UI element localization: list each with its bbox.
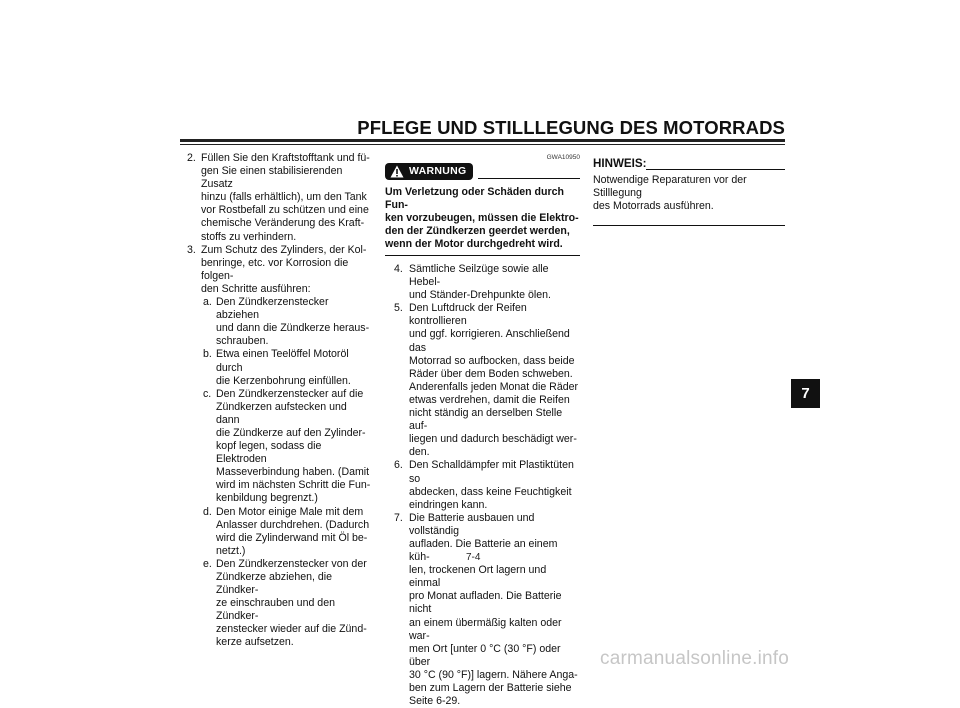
substep-a bbox=[183, 296, 373, 348]
warning-label: WARNUNG bbox=[409, 165, 467, 177]
step-2 bbox=[183, 152, 373, 244]
text-line: Sämtliche Seilzüge sowie alle Hebel- bbox=[409, 263, 549, 289]
header-rule bbox=[180, 139, 785, 142]
text-line: men Ort [unter 0 °C (30 °F) oder über bbox=[409, 642, 561, 668]
page-number: 7-4 bbox=[466, 552, 481, 563]
note-text bbox=[593, 174, 785, 213]
text-line: Zum Schutz des Zylinders, der Kol- bbox=[201, 243, 367, 256]
text-line: schrauben. bbox=[216, 335, 269, 348]
text-line: eindringen kann. bbox=[409, 498, 488, 511]
substep-letter: b. bbox=[203, 348, 212, 361]
substep-letter: d. bbox=[203, 505, 212, 518]
text-line: stoffs zu verhindern. bbox=[201, 230, 297, 243]
text-line: den. bbox=[409, 446, 430, 459]
text-line: des Motorrads ausführen. bbox=[593, 200, 714, 213]
text-line: die Zündkerze auf den Zylinder- bbox=[216, 426, 366, 439]
note-rule bbox=[593, 225, 785, 226]
text-line: etwas verdrehen, damit die Reifen bbox=[409, 393, 570, 406]
substep-letter: c. bbox=[203, 387, 212, 400]
text-line: kopf legen, sodass die Elektroden bbox=[216, 440, 322, 466]
column-left bbox=[183, 152, 373, 650]
text-line: ben zum Lagern der Batterie siehe bbox=[409, 682, 572, 694]
step-number: 3. bbox=[187, 243, 196, 256]
text-line: liegen und dadurch beschädigt wer- bbox=[409, 433, 577, 446]
text-line: abdecken, dass keine Feuchtigkeit bbox=[409, 485, 572, 498]
text-line: Den Zündkerzenstecker auf die bbox=[216, 387, 364, 400]
step-6 bbox=[385, 459, 580, 511]
text-line: Notwendige Reparaturen vor der Stilllegung bbox=[593, 174, 747, 200]
text-line: an einem übermäßig kalten oder war- bbox=[409, 616, 562, 642]
text-line: und dann die Zündkerze heraus- bbox=[216, 322, 370, 335]
watermark: carmanualsonline.info bbox=[600, 648, 790, 669]
warning-triangle-icon bbox=[390, 165, 404, 184]
text-line: kenbildung begrenzt.) bbox=[216, 492, 318, 505]
substep-d bbox=[183, 506, 373, 558]
text-line: zenstecker wieder auf die Zünd- bbox=[216, 623, 367, 636]
text-line: wird die Zylinderwand mit Öl be- bbox=[216, 531, 368, 544]
note-label: HINWEIS: bbox=[593, 157, 647, 170]
text-line: vor Rostbefall zu schützen und eine bbox=[201, 204, 369, 217]
warning-rule bbox=[385, 255, 580, 256]
warning-badge bbox=[385, 163, 473, 180]
step-4 bbox=[385, 263, 580, 302]
substep-e bbox=[183, 558, 373, 650]
text-line: netzt.) bbox=[216, 544, 246, 557]
text-line: 30 °C (90 °F)] lagern. Nähere Anga- bbox=[409, 668, 578, 681]
text-line: aufladen. Die Batterie an einem küh- bbox=[409, 537, 558, 564]
text-line: Füllen Sie den Kraftstofftank und fü- bbox=[201, 152, 370, 164]
step-5 bbox=[385, 302, 580, 459]
text-line: die Kerzenbohrung einfüllen. bbox=[216, 374, 351, 387]
text-line: chemische Veränderung des Kraft- bbox=[201, 217, 365, 230]
text-line: Motorrad so aufbocken, dass beide bbox=[409, 354, 575, 367]
text-line: Anlasser durchdrehen. (Dadurch bbox=[216, 518, 370, 531]
text-line: und ggf. korrigieren. Anschließend das bbox=[409, 328, 570, 354]
step-number: 2. bbox=[187, 152, 196, 164]
text-line: den Schritte ausführen: bbox=[201, 282, 311, 295]
text-line: Räder über dem Boden schweben. bbox=[409, 367, 573, 380]
warning-code: GWA10950 bbox=[546, 154, 580, 161]
text-line: Die Batterie ausbauen und vollständig bbox=[409, 511, 535, 537]
note-header bbox=[593, 157, 785, 177]
column-right bbox=[593, 152, 785, 226]
step-7 bbox=[385, 512, 580, 708]
step-number: 5. bbox=[394, 302, 403, 315]
warning-header-line bbox=[478, 178, 580, 179]
text-line: ze einschrauben und den Zündker- bbox=[216, 597, 335, 623]
text-line: Masseverbindung haben. (Damit bbox=[216, 466, 370, 479]
text-line: wenn der Motor durchgedreht wird. bbox=[385, 238, 563, 250]
text-line: wird im nächsten Schritt die Fun- bbox=[216, 479, 371, 492]
text-line: Anderenfalls jeden Monat die Räder bbox=[409, 380, 579, 393]
text-line: den der Zündkerzen geerdet werden, bbox=[385, 225, 570, 237]
text-line: Den Zündkerzenstecker abziehen bbox=[216, 296, 329, 322]
step-number: 7. bbox=[394, 511, 403, 524]
step-number: 6. bbox=[394, 459, 403, 472]
text-line: benringe, etc. vor Korrosion die folgen- bbox=[201, 256, 349, 282]
substep-letter: a. bbox=[203, 296, 212, 309]
text-line: hinzu (falls erhältlich), um den Tank bbox=[201, 191, 367, 204]
warning-header bbox=[385, 163, 580, 185]
text-line: Seite 6-29. bbox=[409, 695, 461, 708]
text-line: Zündkerze abziehen, die Zündker- bbox=[216, 571, 333, 597]
header-rule-thin bbox=[180, 144, 785, 145]
text-line: Zündkerzen aufstecken und dann bbox=[216, 400, 347, 426]
text-line: und Ständer-Drehpunkte ölen. bbox=[409, 289, 551, 302]
text-line: Den Schalldämpfer mit Plastiktüten so bbox=[409, 459, 574, 485]
text-line: Den Motor einige Male mit dem bbox=[216, 505, 364, 518]
page-title: PFLEGE UND STILLLEGUNG DES MOTORRADS bbox=[357, 117, 785, 138]
chapter-tab: 7 bbox=[791, 379, 820, 408]
text-line: Etwa einen Teelöffel Motoröl durch bbox=[216, 348, 349, 374]
text-line: Um Verletzung oder Schäden durch Fun- bbox=[385, 186, 564, 211]
text-line: ken vorzubeugen, müssen die Elektro- bbox=[385, 212, 579, 224]
text-line: Den Zündkerzenstecker von der bbox=[216, 557, 367, 570]
substep-c bbox=[183, 388, 373, 506]
warning-text bbox=[385, 186, 580, 251]
text-line: gen Sie einen stabilisierenden Zusatz bbox=[201, 165, 343, 191]
text-line: len, trockenen Ort lagern und einmal bbox=[409, 564, 547, 590]
text-line: Den Luftdruck der Reifen kontrollieren bbox=[409, 302, 527, 328]
substep-b bbox=[183, 348, 373, 387]
text-line: kerze aufsetzen. bbox=[216, 636, 294, 649]
note-header-line bbox=[646, 169, 785, 170]
text-line: nicht ständig an derselben Stelle auf- bbox=[409, 407, 563, 433]
step-3 bbox=[183, 244, 373, 296]
step-number: 4. bbox=[394, 263, 403, 275]
text-line: pro Monat aufladen. Die Batterie nicht bbox=[409, 590, 562, 616]
column-middle bbox=[385, 152, 580, 708]
substep-letter: e. bbox=[203, 557, 212, 570]
